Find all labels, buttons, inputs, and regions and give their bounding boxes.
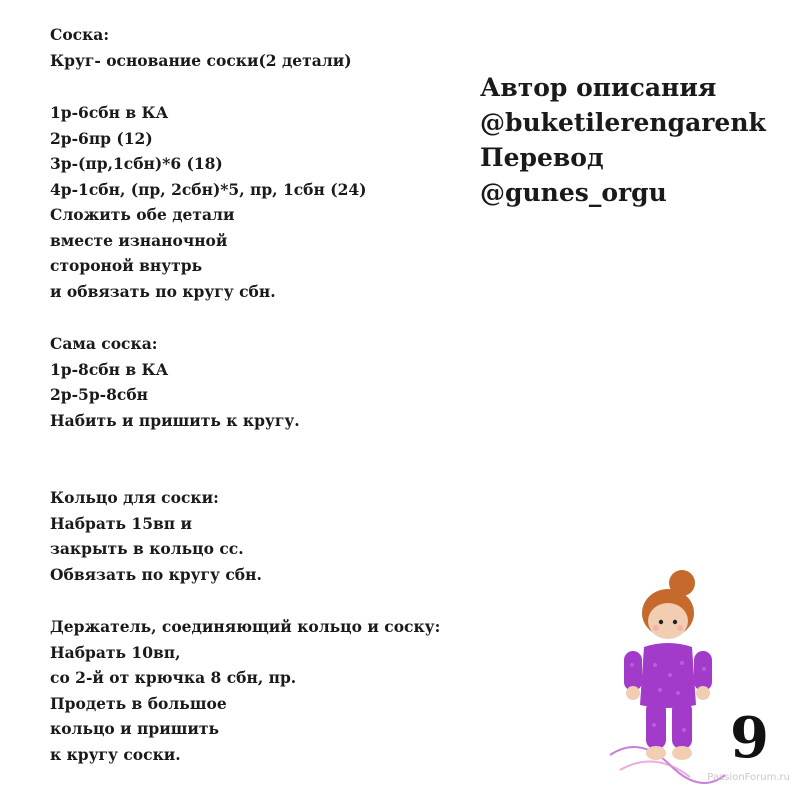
section-title-pacifier: Соска: <box>50 25 110 44</box>
instruction-row: 3р-(пр,1сбн)*6 (18) <box>50 154 223 173</box>
instruction-row: 1р-8сбн в КА <box>50 359 169 379</box>
section-title-ring: Кольцо для соски: <box>50 488 219 507</box>
instruction-row: стороной внутрь <box>50 256 203 275</box>
instruction-row: Обвязать по кругу сбн. <box>50 564 262 584</box>
credits-block <box>480 70 766 210</box>
instruction-row: и обвязать по кругу сбн. <box>50 281 276 301</box>
author-label: Автор описания <box>480 73 717 102</box>
translation-label: Перевод <box>480 143 604 172</box>
section-title-nipple: Сама соска: <box>50 334 158 353</box>
instruction-row: 2р-6пр (12) <box>50 128 153 148</box>
author-handle: @buketilerengarenk <box>480 108 766 137</box>
watermark: PassionForum.ru <box>707 772 790 783</box>
page-number: 9 <box>730 705 769 771</box>
instruction-row: к кругу соски. <box>50 744 181 764</box>
pattern-instructions <box>50 22 530 767</box>
instruction-row: со 2-й от крючка 8 сбн, пр. <box>50 668 297 687</box>
instruction-row: 4р-1сбн, (пр, 2сбн)*5, пр, 1сбн (24) <box>50 179 367 199</box>
instruction-row: Набрать 15вп и <box>50 513 193 533</box>
section-subtitle-pacifier-base: Круг- основание соски(2 детали) <box>50 50 352 70</box>
instruction-row: кольцо и пришить <box>50 719 220 738</box>
instruction-row: 1р-6сбн в КА <box>50 103 169 122</box>
instruction-row: Набрать 10вп, <box>50 642 181 662</box>
section-title-holder: Держатель, соединяющий кольцо и соску: <box>50 617 441 636</box>
translator-handle: @gunes_orgu <box>480 178 667 207</box>
crochet-doll-illustration <box>600 565 730 787</box>
instruction-row: Набить и пришить к кругу. <box>50 410 300 430</box>
instruction-row: вместе изнаночной <box>50 230 228 250</box>
instruction-row: 2р-5р-8сбн <box>50 385 149 404</box>
instruction-row: закрыть в кольцо сс. <box>50 539 244 558</box>
instruction-row: Сложить обе детали <box>50 205 235 224</box>
instruction-row: Продеть в большое <box>50 693 227 713</box>
